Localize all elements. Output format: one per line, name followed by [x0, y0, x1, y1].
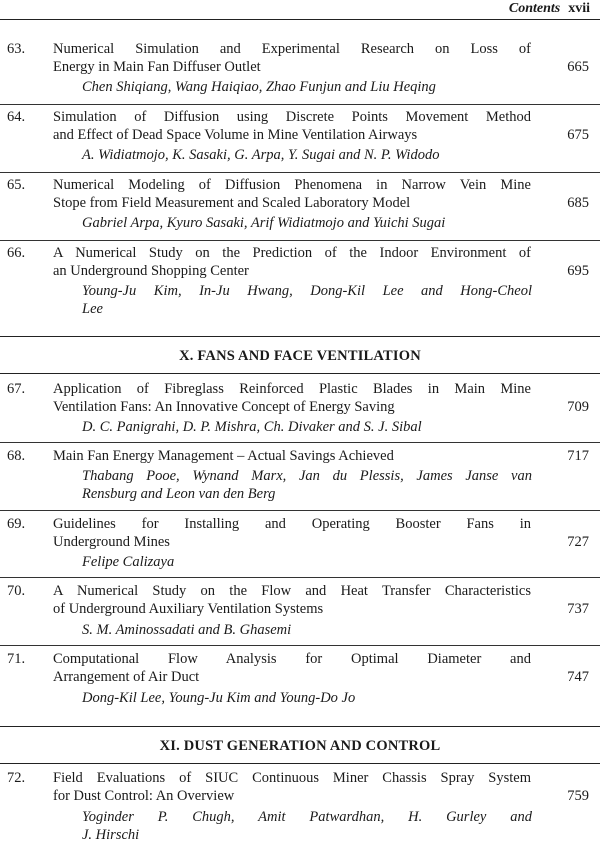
entry-authors	[82, 689, 532, 707]
entry-title-line: Field Evaluations of SIUC Continuous Miner Chassis Spray System	[53, 770, 531, 786]
entry-title	[53, 108, 531, 144]
entry-page: 675	[567, 127, 589, 143]
entry-page: 665	[567, 59, 589, 75]
entry-number: 72.	[7, 770, 26, 786]
entry-authors	[82, 78, 532, 96]
entry-title-line: Underground Mines	[53, 534, 170, 550]
entry-authors-line: Gabriel Arpa, Kyuro Sasaki, Arif Widiatmojo and Yuichi Sugai	[82, 215, 446, 231]
entry-number: 71.	[7, 651, 26, 667]
entry-title-line: Arrangement of Air Duct	[53, 669, 200, 685]
entry-authors	[82, 808, 532, 844]
entry-page: 759	[567, 788, 589, 804]
entry-page: 747	[567, 669, 589, 685]
entry-title	[53, 515, 531, 551]
entry-authors-line: S. M. Aminossadati and B. Ghasemi	[82, 622, 292, 638]
entry-title-line: Ventilation Fans: An Innovative Concept of Energy Saving	[53, 399, 395, 415]
header-rule	[0, 19, 600, 20]
section-rule-bottom	[0, 763, 600, 764]
entry-title-line: Numerical Modeling of Diffusion Phenomena in Narrow Vein Mine	[53, 177, 531, 193]
entry-authors-line: Chen Shiqiang, Wang Haiqiao, Zhao Funjun and Liu Heqing	[82, 79, 436, 95]
entry-authors-line: A. Widiatmojo, K. Sasaki, G. Arpa, Y. Sugai and N. P. Widodo	[82, 147, 440, 163]
entry-page: 727	[567, 534, 589, 550]
entry-title-line: Guidelines for Installing and Operating Booster Fans in	[53, 516, 531, 532]
entry-divider	[0, 240, 600, 241]
entry-title	[53, 769, 531, 805]
entry-title-line: A Numerical Study on the Flow and Heat Transfer Characteristics	[53, 583, 531, 599]
entry-page: 717	[567, 448, 589, 464]
entry-title-line: Main Fan Energy Management – Actual Savings Achieved	[53, 448, 394, 464]
entry-page: 695	[567, 263, 589, 279]
entry-title	[53, 40, 531, 76]
header-page-number: xvii	[568, 1, 590, 16]
entry-title-line: Stope from Field Measurement and Scaled Laboratory Model	[53, 195, 411, 211]
entry-authors-line: J. Hirschi	[82, 827, 140, 843]
entry-authors-line: Lee	[82, 301, 103, 317]
section-rule-bottom	[0, 373, 600, 374]
entry-divider	[0, 510, 600, 511]
entry-title-line: Computational Flow Analysis for Optimal Diameter and	[53, 651, 531, 667]
entry-authors-line: Dong-Kil Lee, Young-Ju Kim and Young-Do Jo	[82, 690, 356, 706]
entry-authors	[82, 621, 532, 639]
entry-title	[53, 244, 531, 280]
entry-number: 68.	[7, 448, 26, 464]
entry-authors	[82, 418, 532, 436]
header-contents-label: Contents	[508, 1, 561, 16]
entry-authors	[82, 553, 532, 571]
section-rule-top	[0, 336, 600, 337]
entry-page: 709	[567, 399, 589, 415]
entry-number: 63.	[7, 41, 26, 57]
entry-divider	[0, 104, 600, 105]
section-rule-top	[0, 726, 600, 727]
entry-title	[53, 380, 531, 416]
entry-title-line: Energy in Main Fan Diffuser Outlet	[53, 59, 261, 75]
entry-title-line: of Underground Auxiliary Ventilation Systems	[53, 601, 324, 617]
entry-number: 67.	[7, 381, 26, 397]
entry-number: 64.	[7, 109, 26, 125]
entry-authors-line: D. C. Panigrahi, D. P. Mishra, Ch. Divaker and S. J. Sibal	[82, 419, 422, 435]
entry-title	[53, 650, 531, 686]
entry-authors	[82, 467, 532, 503]
entry-title	[53, 582, 531, 618]
entry-title-line: for Dust Control: An Overview	[53, 788, 235, 804]
entry-authors-line: Rensburg and Leon van den Berg	[82, 486, 276, 502]
entry-authors-line: Young-Ju Kim, In-Ju Hwang, Dong-Kil Lee and Hong-Cheol	[82, 283, 532, 299]
entry-title-line: Simulation of Diffusion using Discrete Points Movement Method	[53, 109, 531, 125]
entry-divider	[0, 172, 600, 173]
entry-title-line: Application of Fibreglass Reinforced Plastic Blades in Main Mine	[53, 381, 531, 397]
entry-number: 65.	[7, 177, 26, 193]
entry-number: 66.	[7, 245, 26, 261]
entry-page: 685	[567, 195, 589, 211]
entry-authors-line: Thabang Pooe, Wynand Marx, Jan du Plessis, James Janse van	[82, 468, 532, 484]
entry-title	[53, 176, 531, 212]
entry-authors-line: Yoginder P. Chugh, Amit Patwardhan, H. Gurley and	[82, 809, 532, 825]
entry-divider	[0, 442, 600, 443]
entry-divider	[0, 645, 600, 646]
section-heading-fans: X. FANS AND FACE VENTILATION	[179, 348, 421, 364]
entry-title-line: Numerical Simulation and Experimental Research on Loss of	[53, 41, 531, 57]
entry-title-line: A Numerical Study on the Prediction of the Indoor Environment of	[53, 245, 531, 261]
entry-number: 70.	[7, 583, 26, 599]
entry-divider	[0, 577, 600, 578]
entry-title-line: an Underground Shopping Center	[53, 263, 249, 279]
entry-number: 69.	[7, 516, 26, 532]
entry-title	[53, 447, 531, 465]
entry-authors	[82, 146, 532, 164]
section-heading-dust: XI. DUST GENERATION AND CONTROL	[159, 738, 441, 754]
entry-page: 737	[567, 601, 589, 617]
entry-authors-line: Felipe Calizaya	[82, 554, 175, 570]
entry-title-line: and Effect of Dead Space Volume in Mine Ventilation Airways	[53, 127, 418, 143]
running-header	[509, 1, 590, 17]
entry-authors	[82, 214, 532, 232]
entry-authors	[82, 282, 532, 318]
